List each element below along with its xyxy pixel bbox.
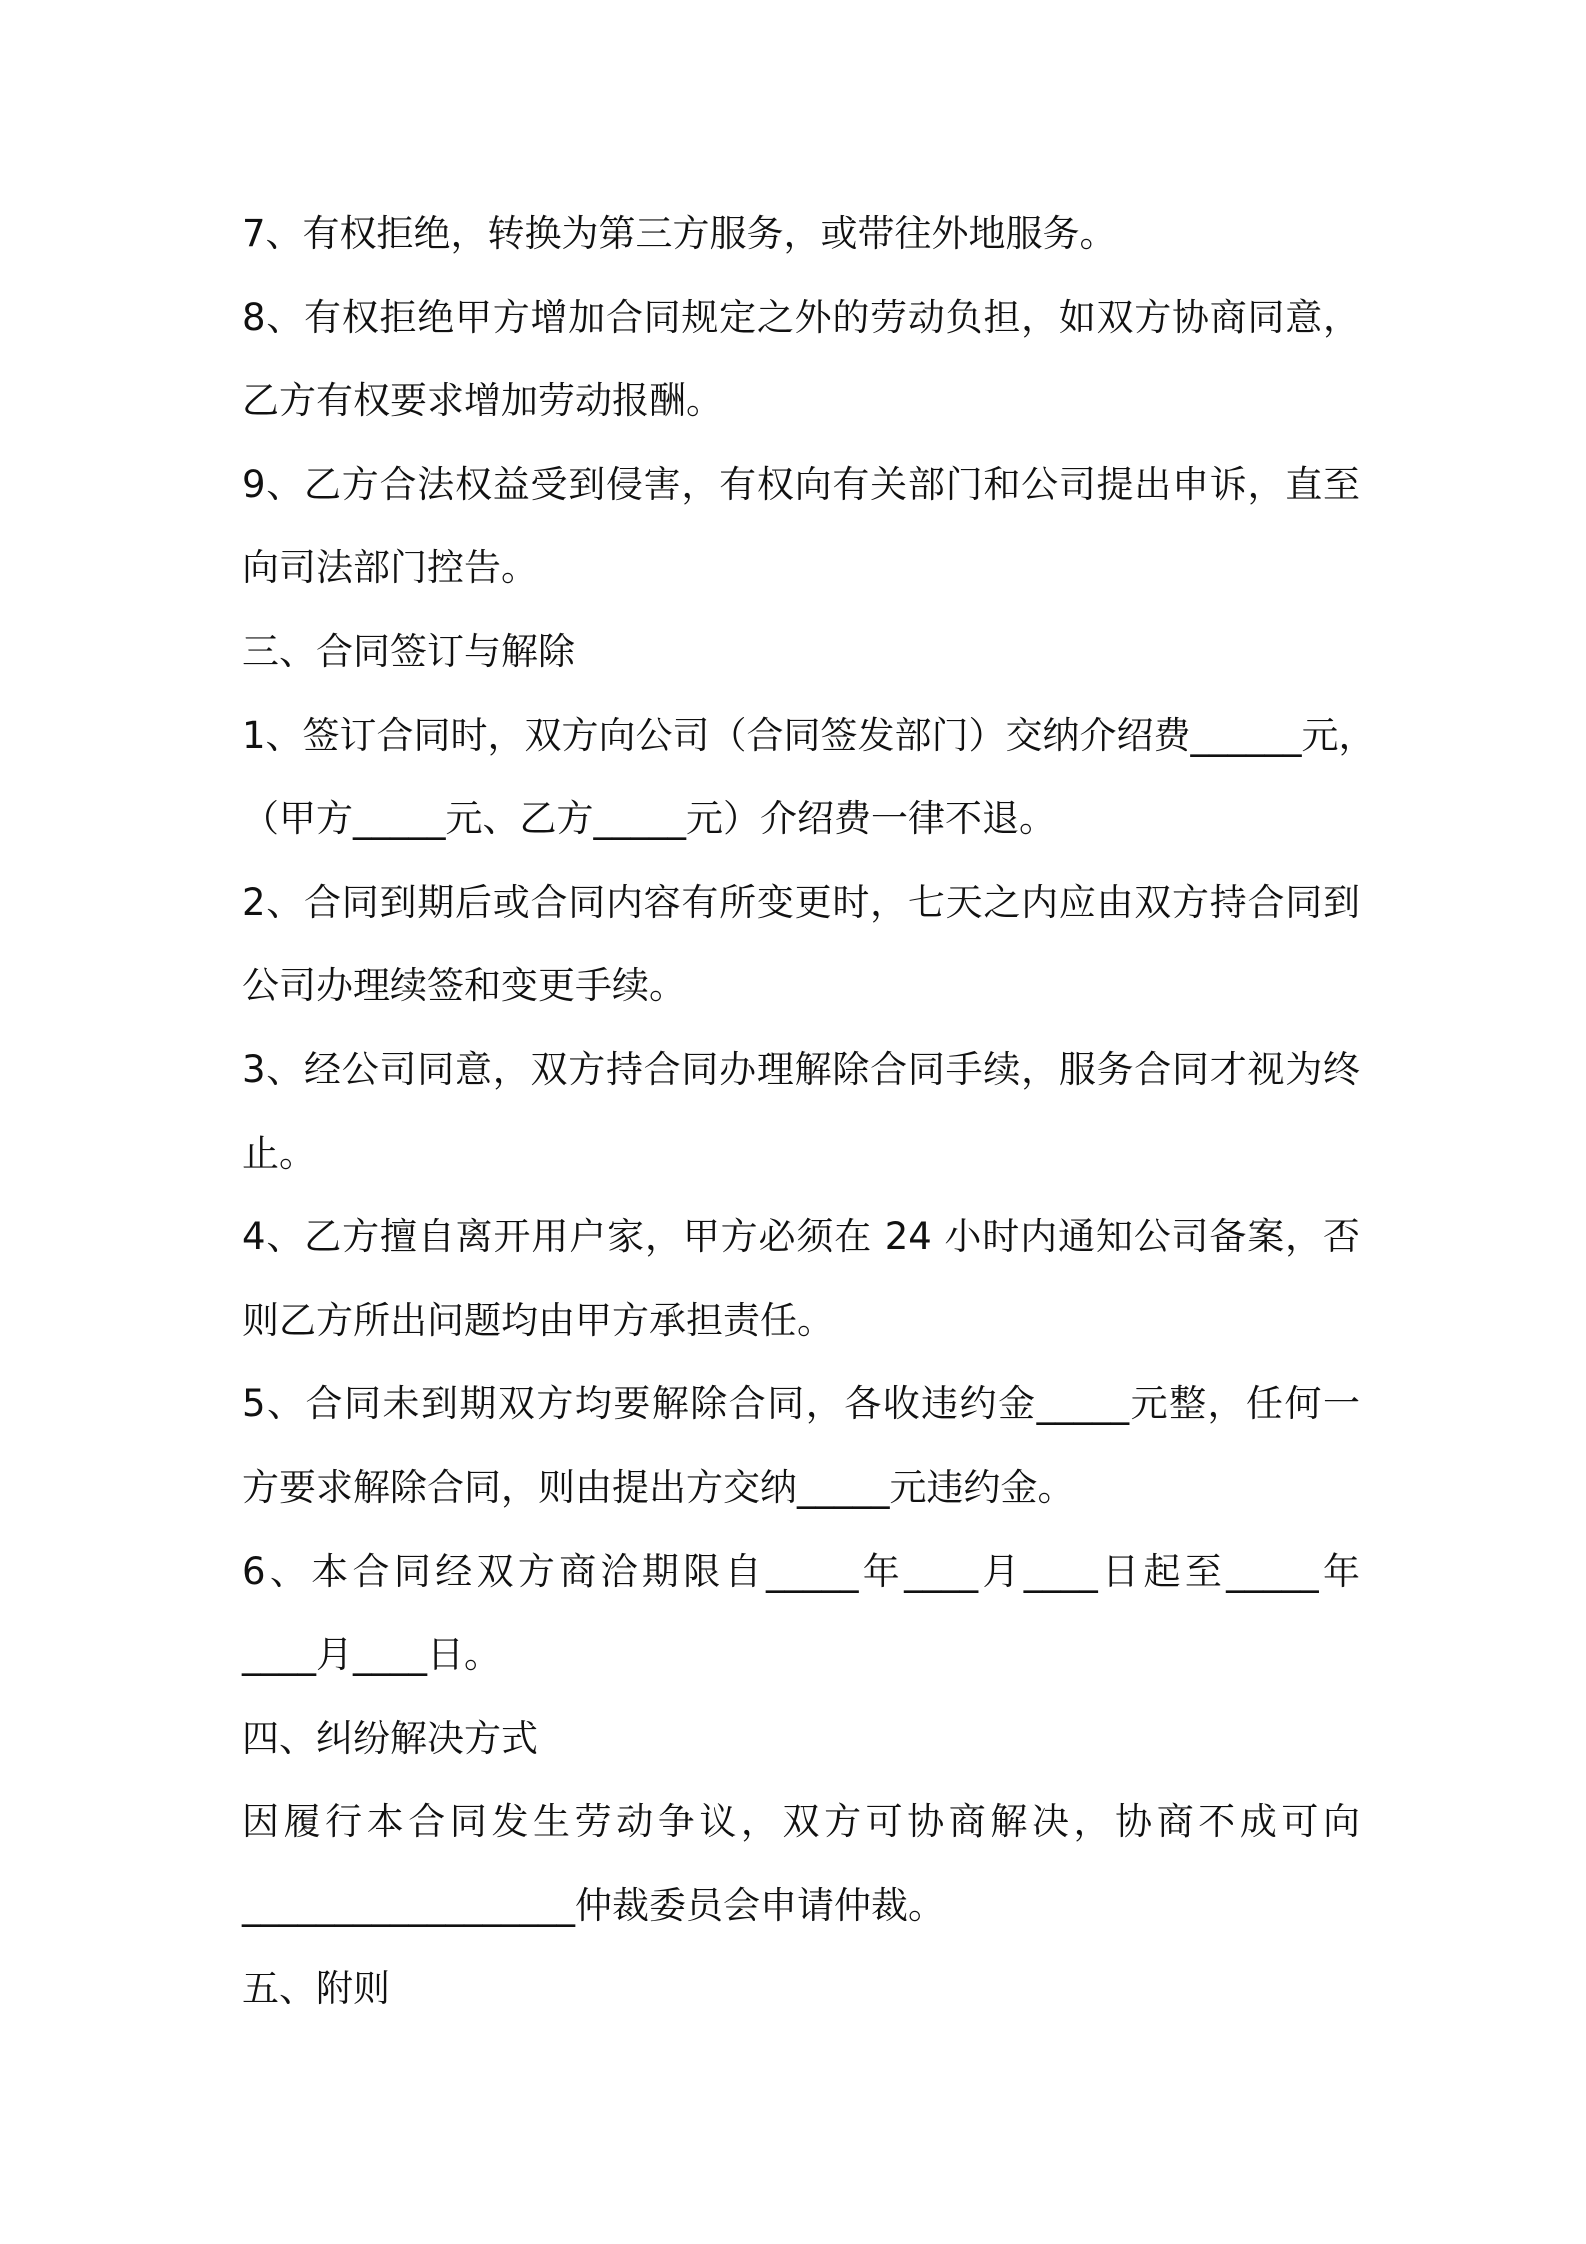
text-line: （甲方_____元、乙方_____元）介绍费一律不退。 xyxy=(242,797,1056,841)
text-line: 8、有权拒绝甲方增加合同规定之外的劳动负担，如双方协商同意， xyxy=(242,295,1360,339)
text-line: ____月____日。 xyxy=(242,1633,501,1677)
section-heading: 五、附则 xyxy=(242,1967,390,2011)
text-line: 4、乙方擅自离开用户家，甲方必须在 24 小时内通知公司备案，否 xyxy=(242,1215,1360,1259)
text-line: 1、签订合同时，双方向公司（合同签发部门）交纳介绍费______元， xyxy=(242,713,1376,757)
text-line: 7、有权拒绝，转换为第三方服务，或带往外地服务。 xyxy=(242,212,1117,255)
text-line: __________________仲裁委员会申请仲裁。 xyxy=(242,1883,945,1927)
document-body xyxy=(242,192,1376,2031)
text-line: 公司办理续签和变更手续。 xyxy=(242,964,686,1008)
text-line: 方要求解除合同，则由提出方交纳_____元违约金。 xyxy=(242,1465,1075,1509)
text-line: 乙方有权要求增加劳动报酬。 xyxy=(242,379,723,423)
section-heading: 三、合同签订与解除 xyxy=(242,629,575,673)
text-line: 9、乙方合法权益受到侵害，有权向有关部门和公司提出申诉，直至 xyxy=(242,462,1360,506)
text-line: 止。 xyxy=(242,1131,316,1175)
text-line: 5、合同未到期双方均要解除合同，各收违约金_____元整，任何一 xyxy=(242,1382,1360,1426)
text-line: 向司法部门控告。 xyxy=(242,546,538,590)
text-line: 因履行本合同发生劳动争议，双方可协商解决，协商不成可向 xyxy=(242,1800,1360,1844)
text-line: 2、合同到期后或合同内容有所变更时，七天之内应由双方持合同到 xyxy=(242,880,1360,924)
text-line: 6、本合同经双方商洽期限自_____年____月____日起至_____年 xyxy=(242,1549,1360,1593)
text-line: 3、经公司同意，双方持合同办理解除合同手续，服务合同才视为终 xyxy=(242,1047,1360,1091)
text-line: 则乙方所出问题均由甲方承担责任。 xyxy=(242,1298,834,1342)
section-heading: 四、纠纷解决方式 xyxy=(242,1716,538,1760)
